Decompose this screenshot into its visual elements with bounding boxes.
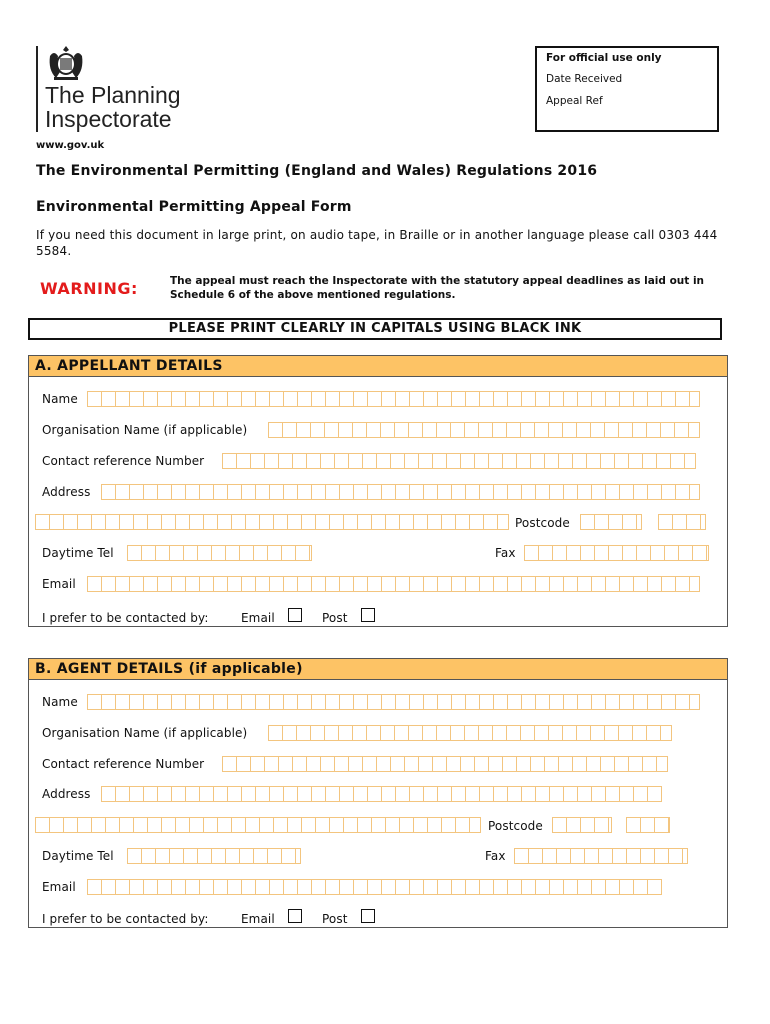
logo-line-1: The Planning (45, 82, 181, 108)
address-input-line-1[interactable] (101, 484, 700, 500)
agent-tel-label: Daytime Tel (42, 849, 114, 863)
agent-org-input[interactable] (268, 725, 672, 741)
agent-fax-label: Fax (485, 849, 506, 863)
section-a-heading: A. APPELLANT DETAILS (29, 356, 727, 377)
contact-ref-input[interactable] (222, 453, 696, 469)
appeal-ref-label: Appeal Ref (546, 95, 603, 107)
page-title: The Environmental Permitting (England and Wales) Regulations 2016 (36, 163, 598, 179)
postcode-input-1[interactable] (580, 514, 642, 530)
website-link[interactable]: www.gov.uk (36, 140, 105, 151)
agent-prefer-post-checkbox[interactable] (361, 909, 375, 923)
prefer-email-checkbox[interactable] (288, 608, 302, 622)
logo-text (45, 83, 181, 131)
agent-email-label: Email (42, 880, 76, 894)
section-appellant (28, 355, 728, 627)
postcode-input-2[interactable] (658, 514, 706, 530)
agent-fax-input[interactable] (514, 848, 688, 864)
email-input[interactable] (87, 576, 700, 592)
royal-crest-icon (46, 44, 86, 82)
name-label: Name (42, 392, 78, 406)
agent-postcode-label: Postcode (488, 819, 543, 833)
date-received-label: Date Received (546, 73, 623, 85)
prefer-post-label: Post (322, 611, 348, 625)
official-use-box (535, 46, 719, 132)
tel-label: Daytime Tel (42, 546, 114, 560)
email-label: Email (42, 577, 76, 591)
fax-label: Fax (495, 546, 516, 560)
agent-name-input[interactable] (87, 694, 700, 710)
agent-postcode-input-1[interactable] (552, 817, 612, 833)
agent-address-input-line-1[interactable] (101, 786, 662, 802)
address-label: Address (42, 485, 91, 499)
contact-ref-label: Contact reference Number (42, 454, 205, 468)
agent-address-input-line-2[interactable] (35, 817, 481, 833)
fax-input[interactable] (524, 545, 709, 561)
logo-line-2: Inspectorate (45, 106, 172, 132)
agent-postcode-input-2[interactable] (626, 817, 670, 833)
form-title: Environmental Permitting Appeal Form (36, 199, 352, 215)
tel-input[interactable] (127, 545, 312, 561)
section-b-heading: B. AGENT DETAILS (if applicable) (29, 659, 727, 680)
agent-tel-input[interactable] (127, 848, 301, 864)
warning-label: WARNING: (40, 279, 138, 298)
address-input-line-2[interactable] (35, 514, 509, 530)
org-input[interactable] (268, 422, 700, 438)
section-agent (28, 658, 728, 928)
name-input[interactable] (87, 391, 700, 407)
agent-prefer-label: I prefer to be contacted by: (42, 912, 209, 926)
agent-prefer-email-checkbox[interactable] (288, 909, 302, 923)
prefer-label: I prefer to be contacted by: (42, 611, 209, 625)
prefer-post-checkbox[interactable] (361, 608, 375, 622)
logo-divider (36, 46, 38, 132)
org-label: Organisation Name (if applicable) (42, 423, 248, 437)
agent-prefer-email-label: Email (241, 912, 275, 926)
postcode-label: Postcode (515, 516, 570, 530)
warning-text: The appeal must reach the Inspectorate with the statutory appeal deadlines as laid out in Schedule 6 of the above mentioned regulations. (170, 275, 705, 301)
agent-prefer-post-label: Post (322, 912, 348, 926)
agent-contact-ref-label: Contact reference Number (42, 757, 205, 771)
agent-org-label: Organisation Name (if applicable) (42, 726, 248, 740)
intro-text: If you need this document in large print, on audio tape, in Braille or in another language please call 0303 444 5584. (36, 228, 718, 258)
prefer-email-label: Email (241, 611, 275, 625)
official-use-title: For official use only (546, 52, 662, 64)
agent-address-label: Address (42, 787, 91, 801)
agent-name-label: Name (42, 695, 78, 709)
agent-email-input[interactable] (87, 879, 662, 895)
agent-contact-ref-input[interactable] (222, 756, 668, 772)
instruction-banner: PLEASE PRINT CLEARLY IN CAPITALS USING BLACK INK (28, 318, 722, 340)
